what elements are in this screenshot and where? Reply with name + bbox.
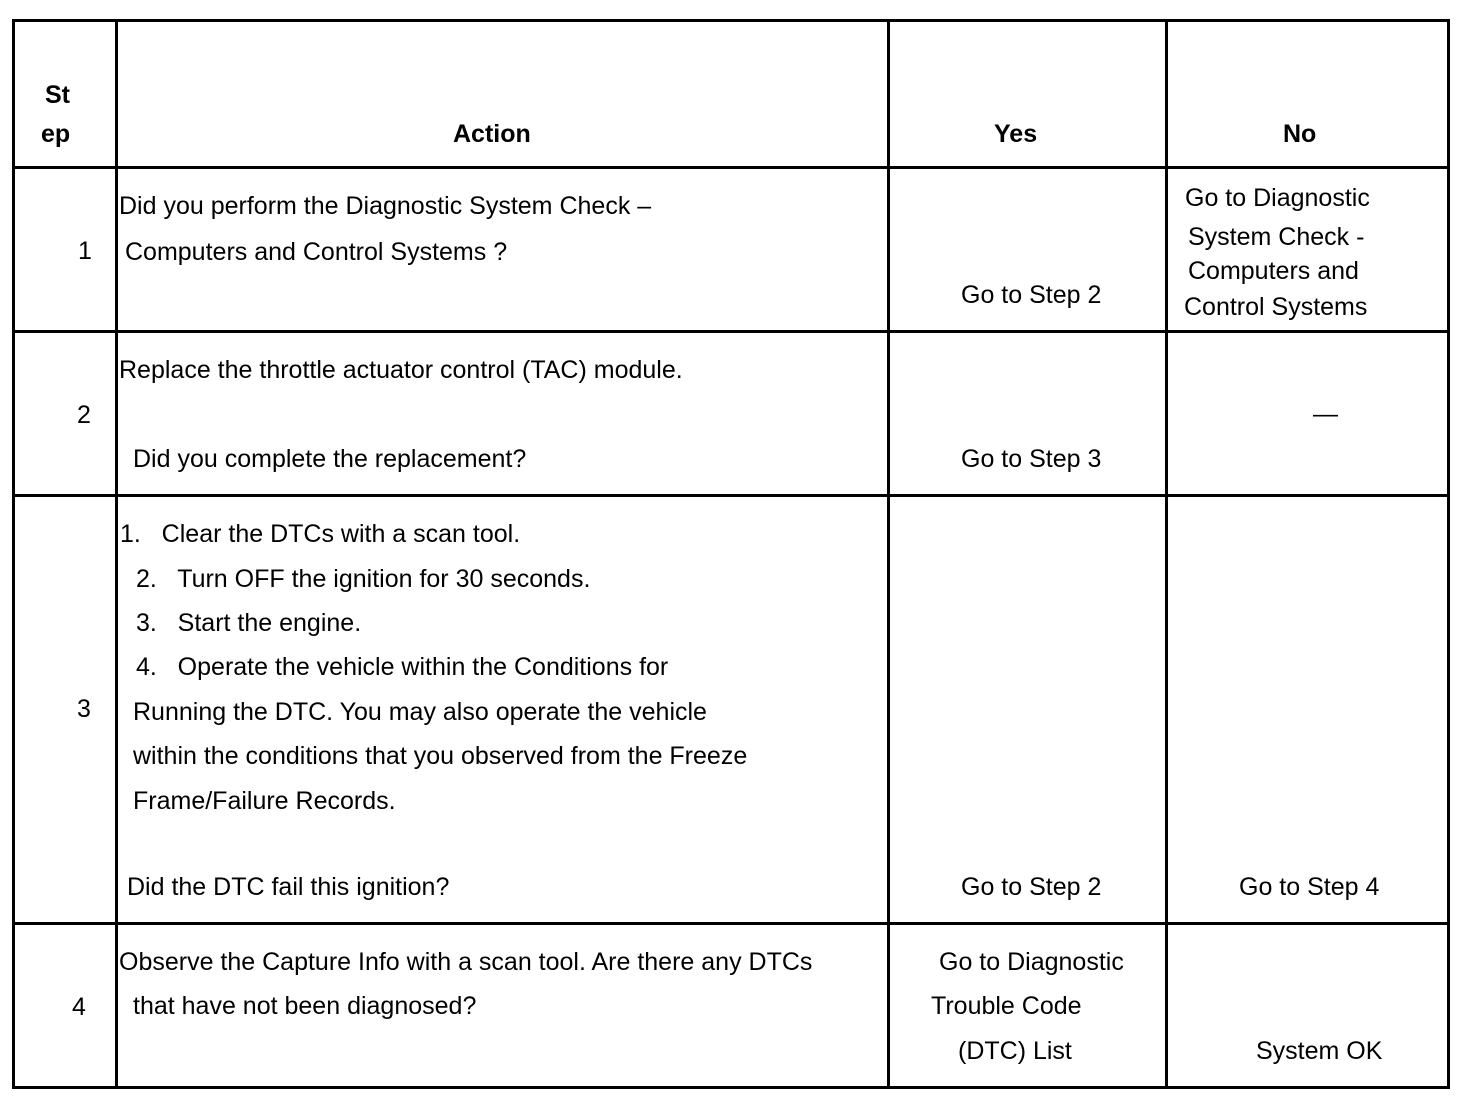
action-text-line: Did you complete the replacement? xyxy=(133,445,527,473)
column-divider-step xyxy=(115,19,118,1089)
no-result-line: Control Systems xyxy=(1184,293,1368,321)
action-text-line: Computers and Control Systems ? xyxy=(125,238,508,266)
yes-result: Go to Step 2 xyxy=(961,281,1102,309)
table-border-left xyxy=(12,19,15,1089)
table-border-bottom xyxy=(14,1086,1450,1089)
table-border-top xyxy=(14,19,1450,22)
step-number: 3 xyxy=(77,695,91,723)
header-step-part1: St xyxy=(45,81,70,109)
yes-result-line: Go to Diagnostic xyxy=(939,948,1124,976)
column-divider-action xyxy=(887,19,890,1089)
no-result-line: Computers and xyxy=(1188,257,1359,285)
action-text-line: 1. Clear the DTCs with a scan tool. xyxy=(120,520,521,548)
row-divider-2 xyxy=(14,494,1450,497)
header-no: No xyxy=(1283,120,1317,148)
header-yes: Yes xyxy=(994,120,1038,148)
action-text-line: Did the DTC fail this ignition? xyxy=(127,873,450,901)
yes-result: Go to Step 3 xyxy=(961,445,1102,473)
action-text-line: Replace the throttle actuator control (TAC) module. xyxy=(119,356,683,384)
row-divider-3 xyxy=(14,922,1450,925)
action-text-line: 2. Turn OFF the ignition for 30 seconds. xyxy=(136,565,591,593)
no-result: — xyxy=(1313,400,1338,428)
step-number: 2 xyxy=(77,401,91,429)
action-text-line: within the conditions that you observed from the Freeze xyxy=(133,742,748,770)
action-text-line: that have not been diagnosed? xyxy=(133,992,477,1020)
header-action: Action xyxy=(453,120,531,148)
no-result-line: System Check - xyxy=(1188,223,1365,251)
no-result: Go to Step 4 xyxy=(1239,873,1380,901)
action-text-line: 3. Start the engine. xyxy=(136,609,362,637)
no-result: System OK xyxy=(1256,1037,1383,1065)
action-text-line: Running the DTC. You may also operate the vehicle xyxy=(133,698,707,726)
yes-result-line: Trouble Code xyxy=(931,992,1082,1020)
action-text-line: 4. Operate the vehicle within the Conditions for xyxy=(136,653,669,681)
action-text-line: Did you perform the Diagnostic System Check – xyxy=(119,192,652,220)
action-text-line: Observe the Capture Info with a scan tool. Are there any DTCs xyxy=(119,948,813,976)
step-number: 1 xyxy=(78,237,92,265)
no-result-line: Go to Diagnostic xyxy=(1185,184,1370,212)
yes-result-line: (DTC) List xyxy=(958,1037,1072,1065)
row-divider-1 xyxy=(14,330,1450,333)
column-divider-yes xyxy=(1165,19,1168,1089)
header-divider xyxy=(14,166,1450,169)
yes-result: Go to Step 2 xyxy=(961,873,1102,901)
step-number: 4 xyxy=(72,993,86,1021)
action-text-line: Frame/Failure Records. xyxy=(133,787,396,815)
header-step-part2: ep xyxy=(41,120,71,148)
table-border-right xyxy=(1447,19,1450,1089)
